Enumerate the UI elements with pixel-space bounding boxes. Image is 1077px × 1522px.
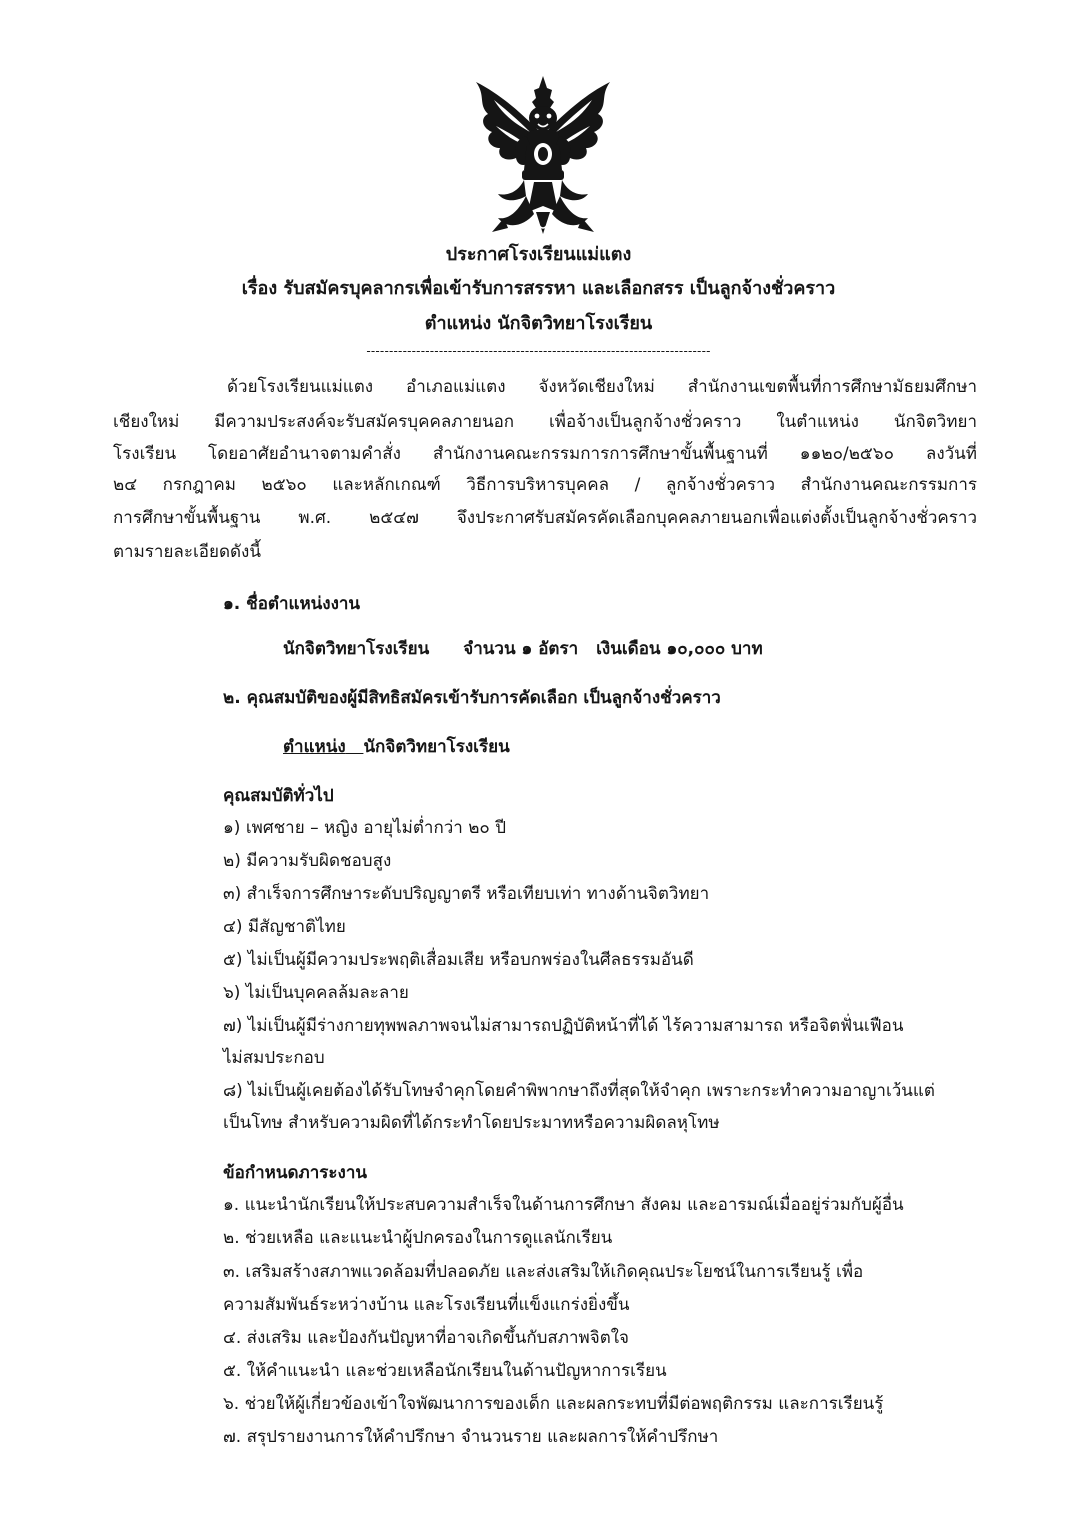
duty-item: ๕. ให้คำแนะนำ และช่วยเหลือนักเรียนในด้านปัญหาการเรียน <box>223 1361 667 1381</box>
intro-line-2: เชียงใหม่ มีความประสงค์จะรับสมัครบุคคลภายนอก เพื่อจ้างเป็นลูกจ้างชั่วคราว ในตำแหน่ง นักจิตวิทยา <box>113 412 977 432</box>
duties-heading: ข้อกำหนดภาระงาน <box>223 1163 368 1183</box>
qualification-item: ๘) ไม่เป็นผู้เคยต้องได้รับโทษจำคุกโดยคำพิพากษาถึงที่สุดให้จำคุก เพราะกระทำความอาญาเว้นแต่ <box>223 1081 935 1101</box>
duty-item: ๓. เสริมสร้างสภาพแวดล้อมที่ปลอดภัย และส่งเสริมให้เกิดคุณประโยชน์ในการเรียนรู้ เพื่อ <box>223 1262 864 1282</box>
qualification-item: ๑) เพศชาย – หญิง อายุไม่ต่ำกว่า ๒๐ ปี <box>223 818 507 838</box>
duty-item-continued: ความสัมพันธ์ระหว่างบ้าน และโรงเรียนที่แข็งแกร่งยิ่งขึ้น <box>223 1295 630 1315</box>
duty-item: ๔. ส่งเสริม และป้องกันปัญหาที่อาจเกิดขึ้นกับสภาพจิตใจ <box>223 1328 630 1348</box>
section2-position <box>283 735 510 759</box>
announcement-position-line: ตำแหน่ง นักจิตวิทยาโรงเรียน <box>424 313 653 334</box>
qualification-item-continued: ไม่สมประกอบ <box>223 1048 325 1068</box>
announcement-subject: เรื่อง รับสมัครบุคลากรเพื่อเข้ารับการสรรหา และเลือกสรร เป็นลูกจ้างชั่วคราว <box>241 278 836 299</box>
intro-line-1: ด้วยโรงเรียนแม่แตง อำเภอแม่แตง จังหวัดเชียงใหม่ สำนักงานเขตพื้นที่การศึกษามัธยมศึกษา <box>227 377 977 397</box>
section1-count: จำนวน ๑ อัตรา <box>463 639 579 659</box>
qualification-item: ๓) สำเร็จการศึกษาระดับปริญญาตรี หรือเทียบเท่า ทางด้านจิตวิทยา <box>223 884 710 904</box>
intro-line-5: การศึกษาขั้นพื้นฐาน พ.ศ. ๒๕๔๗ จึงประกาศรับสมัครคัดเลือกบุคคลภายนอกเพื่อแต่งตั้งเป็นลูกจ้างชั่วคราว <box>113 508 977 528</box>
intro-line-4: ๒๔ กรกฎาคม ๒๕๖๐ และหลักเกณฑ์ วิธีการบริหารบุคคล / ลูกจ้างชั่วคราว สำนักงานคณะกรรมการ <box>113 475 977 495</box>
duty-item: ๑. แนะนำนักเรียนให้ประสบความสำเร็จในด้านการศึกษา สังคม และอารมณ์เมื่ออยู่ร่วมกับผู้อื่น <box>223 1195 904 1215</box>
qualification-item: ๖) ไม่เป็นบุคคลล้มละลาย <box>223 983 409 1003</box>
duty-item: ๖. ช่วยให้ผู้เกี่ยวข้องเข้าใจพัฒนาการของเด็ก และผลกระทบที่มีต่อพฤติกรรม และการเรียนรู้ <box>223 1394 884 1414</box>
duty-item: ๒. ช่วยเหลือ และแนะนำผู้ปกครองในการดูแลนักเรียน <box>223 1228 613 1248</box>
intro-line-3: โรงเรียน โดยอาศัยอำนาจตามคำสั่ง สำนักงานคณะกรรมการการศึกษาขั้นพื้นฐานที่ ๑๑๒๐/๒๕๖๐ ลงวันที่ <box>113 444 977 464</box>
section2-position-value: นักจิตวิทยาโรงเรียน <box>363 737 510 757</box>
qualification-item: ๒) มีความรับผิดชอบสูง <box>223 851 392 871</box>
intro-line-6: ตามรายละเอียดดังนี้ <box>113 542 261 562</box>
announcement-title: ประกาศโรงเรียนแม่แตง <box>445 244 632 265</box>
header-divider: ---------------------------------------------------------------------------- <box>366 344 711 358</box>
section1-salary: เงินเดือน ๑๐,๐๐๐ บาท <box>596 639 763 659</box>
section1-position: นักจิตวิทยาโรงเรียน <box>283 639 430 659</box>
garuda-emblem <box>468 74 618 242</box>
qualification-item: ๔) มีสัญชาติไทย <box>223 917 346 937</box>
qualification-item: ๗) ไม่เป็นผู้มีร่างกายทุพพลภาพจนไม่สามารถปฏิบัติหน้าที่ได้ ไร้ความสามารถ หรือจิตฟั่นเฟือน <box>223 1016 904 1036</box>
general-qualifications-heading: คุณสมบัติทั่วไป <box>223 786 334 806</box>
section1-detail <box>283 637 763 661</box>
qualification-item-continued: เป็นโทษ สำหรับความผิดที่ได้กระทำโดยประมาทหรือความผิดลหุโทษ <box>223 1113 720 1133</box>
qualification-item: ๕) ไม่เป็นผู้มีความประพฤติเสื่อมเสีย หรือบกพร่องในศีลธรรมอันดี <box>223 950 694 970</box>
section2-position-label: ตำแหน่ง <box>283 737 346 757</box>
section1-heading: ๑. ชื่อตำแหน่งงาน <box>223 594 361 614</box>
section2-heading: ๒. คุณสมบัติของผู้มีสิทธิสมัครเข้ารับการคัดเลือก เป็นลูกจ้างชั่วคราว <box>223 688 721 708</box>
duty-item: ๗. สรุปรายงานการให้คำปรึกษา จำนวนราย และผลการให้คำปรึกษา <box>223 1427 719 1447</box>
